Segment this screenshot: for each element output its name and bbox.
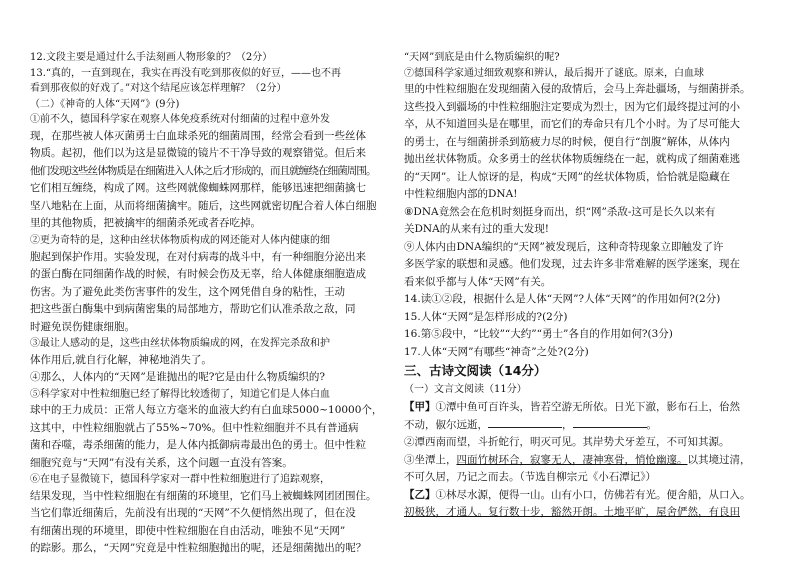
text-line: 看来似乎都与人体“天网”有关。 bbox=[404, 275, 552, 288]
yi-line-2: 初极狭，才通人。复行数十步，豁然开朗。土地平旷，屋舍俨然，有良田 bbox=[404, 506, 740, 519]
text-line: 里的中性粒细胞在发现细菌入侵的敌情后，会马上奔赴疆场，与细菌拼杀。 bbox=[404, 83, 751, 96]
paragraph-5 bbox=[30, 387, 386, 473]
text-line: 他们发现这些丝体物质是在细菌进入人体之后才形成的，而且就缠绕在细菌周围。 bbox=[30, 164, 376, 177]
text-line: 关DNA的从来有过的重大发现! bbox=[404, 223, 549, 236]
text-line: 这些投入到疆场的中性粒细胞注定要成为烈士，因为它们最终提过河的小 bbox=[404, 100, 740, 113]
text-line: 这其中，中性粒细胞就占了55%~70%。但中性粒细胞并不具有普通病 bbox=[30, 421, 359, 434]
question-13-line-2: 看到那夜似的好戏了。”对这个结尾应该怎样理解？（2分） bbox=[30, 83, 287, 95]
jia-label: 【甲】 bbox=[404, 401, 436, 414]
yi-text: ①林尽水源，便得一山。山有小口，仿佛若有光。便舍船，从口入。 bbox=[435, 488, 751, 501]
jia-line-2: 不动，俶尔远逝， ， 。 bbox=[404, 418, 657, 431]
text-line: ⑨人体内由DNA编织的“天网”被发现后，这种奇特现象立即触发了许 bbox=[404, 240, 724, 253]
text-line: ②更为奇特的是，这种由丝状体物质构成的网还能对人体内健康的细 bbox=[30, 234, 330, 246]
paragraph-4 bbox=[30, 369, 386, 387]
text-line: ⑦德国科学家通过细致观察和辨认，最后揭开了谜底。原来，白血球 bbox=[404, 67, 704, 79]
paragraph-8 bbox=[404, 204, 770, 239]
question-15: 15.人体“天网”是怎样形成的?(2分) bbox=[404, 310, 568, 323]
paragraph-9 bbox=[404, 239, 770, 292]
jia-text: 不动，俶尔远逝， bbox=[404, 418, 488, 431]
text-line: ⑥在电子显微镜下，德国科学家对一群中性粒细胞进行了追踪观察， bbox=[30, 474, 330, 486]
paragraph-3 bbox=[30, 336, 386, 369]
left-column bbox=[30, 50, 386, 558]
question-16: 16.第⑤段中，“比较”“大约”“勇士”各自的作用如何?(3分) bbox=[404, 328, 673, 341]
answer-blank-2[interactable] bbox=[573, 418, 647, 428]
text-line: 卒，从不知道回头是在哪里，而它们的寿命只有几个小时。为了尽可能大 bbox=[404, 118, 740, 131]
text-line: 里的其他物质，把被擒牢的细菌杀死或者吞吃掉。 bbox=[30, 217, 261, 230]
paragraph-2 bbox=[30, 233, 386, 336]
yi-label: 【乙】 bbox=[404, 488, 436, 501]
jia-paragraph-3-line-2: 不可久居，乃记之而去。（节选自柳宗元《小石潭记》） bbox=[404, 471, 656, 484]
text-line: 体作用后,就自行化解，神秘地消失了。 bbox=[30, 353, 212, 366]
text-line: 的蛋白酶在同细菌作战的时候，有时候会伤及无辜，给人体健康细胞造成 bbox=[30, 268, 366, 281]
jia-line-1 bbox=[404, 399, 770, 417]
text-line: ⑧DNA竟然会在危机时刻挺身而出，织“网”杀敌-这可是长久以来有 bbox=[404, 205, 716, 218]
text-line: 物质。起初，他们以为这是显微镜的镜片不干净导致的观察错觉。但后来 bbox=[30, 147, 366, 160]
jia-paragraph-2: ②潭西南而望，斗折蛇行，明灭可见。其岸势犬牙差互，不可知其源。 bbox=[404, 436, 730, 449]
text-line: 的踪影。那么，“天网”究竟是中性粒细胞抛出的呢，还是细菌抛出的呢？ bbox=[30, 542, 367, 555]
text-line: 它们相互缠绕，构成了网。这些网就像蜘蛛网那样，能够迅速把细菌擒七 bbox=[30, 182, 366, 195]
text-line: 伤害。为了避免此类伤害事件的发生，这个网凭借自身的粘性，王动 bbox=[30, 285, 345, 298]
text-line: ①前不久，德国科学家在观察人体免疫系统对付细菌的过程中意外发 bbox=[30, 114, 330, 126]
text-line: 现，在那些被人体灭菌勇士白血球杀死的细菌周围，经常会看到一些丝体 bbox=[30, 129, 366, 142]
jia-text: ③坐潭上， bbox=[404, 453, 457, 466]
subsection-1-title: （一）文言文阅读（11分） bbox=[404, 384, 527, 396]
part-2-title: （二）《神奇的人体“天网”》(9分) bbox=[30, 98, 180, 110]
text-line: 有细菌出现的环境里，即使中性粒细胞在自由活动，唯独不见“天网” bbox=[30, 524, 346, 537]
yi-line-1 bbox=[404, 487, 770, 505]
text-line: 坚八地粘在上面，从而将细菌擒牢。随后，这些网就密切配合着人体白细胞 bbox=[30, 199, 377, 212]
question-14: 14.读①②段，根据什么是人体“天网”?人体“天网”的作用如何?(2分) bbox=[404, 293, 721, 306]
right-column bbox=[404, 50, 770, 522]
text-line: 时避免误伤健康细胞。 bbox=[30, 320, 135, 333]
jia-paragraph-3-line-1 bbox=[404, 452, 770, 470]
question-17: 17.人体“天网”有哪些“神奇”之处?(2分) bbox=[404, 345, 589, 358]
paragraph-6 bbox=[30, 472, 386, 558]
text-line: 当它们靠近细菌后，先前没有出现的“天网”不久便悄然出现了，但在没 bbox=[30, 507, 356, 520]
text-line: 细胞究竟与“天网”有没有关系，这个问题一直没有答案。 bbox=[30, 456, 293, 469]
underlined-sentence: 四面竹树环合，寂寥无人，凄神寒骨，悄怆幽邃。 bbox=[456, 453, 688, 466]
text-line: 结果发现，当中性粒细胞在有细菌的环境里，它们马上被蜘蛛网团团围住。 bbox=[30, 489, 377, 502]
text-line: 的“天网”。让人惊讶的是，构成“天网”的丝状体物质，恰恰就是隐藏在 bbox=[404, 170, 730, 183]
text-line: ③最让人感动的是，这些由丝状体物质编成的网，在发挥完杀敌和护 bbox=[30, 338, 330, 350]
text-line: 菌和吞噬，毒杀细菌的能力，是人体内抵御病毒最出色的勇士。但中性粒 bbox=[30, 439, 366, 452]
text-line: 胞起到保护作用。实验发现，在对付病毒的战斗中，有一种细胞分泌出来 bbox=[30, 250, 366, 263]
text-line: 抛出丝状体物质。众多勇士的丝状体物质缠绕在一起，就构成了细菌难逃 bbox=[404, 153, 740, 166]
question-13-line-1: 13.“真的，一直到现在，我实在再没有吃到那夜似的好豆，——也不再 bbox=[30, 67, 342, 79]
text-line: 中性粒细胞内部的DNA! bbox=[404, 188, 518, 201]
text-line: ⑤科学家对中性粒细胞已经了解得比较透彻了，知道它们是人体白血 bbox=[30, 388, 330, 400]
paragraph-1 bbox=[30, 112, 386, 233]
text-line: 球中的王力成员：正常人每立方毫米的血液大约有白血球5000~10000个， bbox=[30, 404, 383, 417]
jia-text: 。 bbox=[646, 418, 657, 431]
text-line: ④那么，人体内的“天网”是谁抛出的呢?它是由什么物质编织的? bbox=[30, 371, 325, 384]
question-12: 12.文段主要是通过什么手法刻画人物形象的？（2分） bbox=[30, 52, 273, 63]
text-line: 的勇士，在与细菌拼杀到筋疲力尽的时候，便自行“剖腹”解体，从体内 bbox=[404, 135, 730, 148]
text-line: 把这些蛋白酶集中到病菌密集的局部地方，帮助它们认准杀敌之敌，同 bbox=[30, 303, 356, 316]
jia-text: ①潭中鱼可百许头，皆若空游无所依。日光下澈，影布石上，佁然 bbox=[435, 401, 740, 414]
answer-blank-1[interactable] bbox=[488, 418, 562, 428]
paragraph-7 bbox=[404, 66, 770, 204]
jia-text: 以其境过清， bbox=[687, 453, 751, 466]
text-line: “天网”到底是由什么物质编织的呢? bbox=[404, 52, 560, 63]
text-line: 多医学家的联想和灵感。他们发现，过去许多非常难解的医学迷案，现在 bbox=[404, 258, 740, 271]
section-3-title: 三、古诗文阅读（14分） bbox=[404, 363, 547, 379]
